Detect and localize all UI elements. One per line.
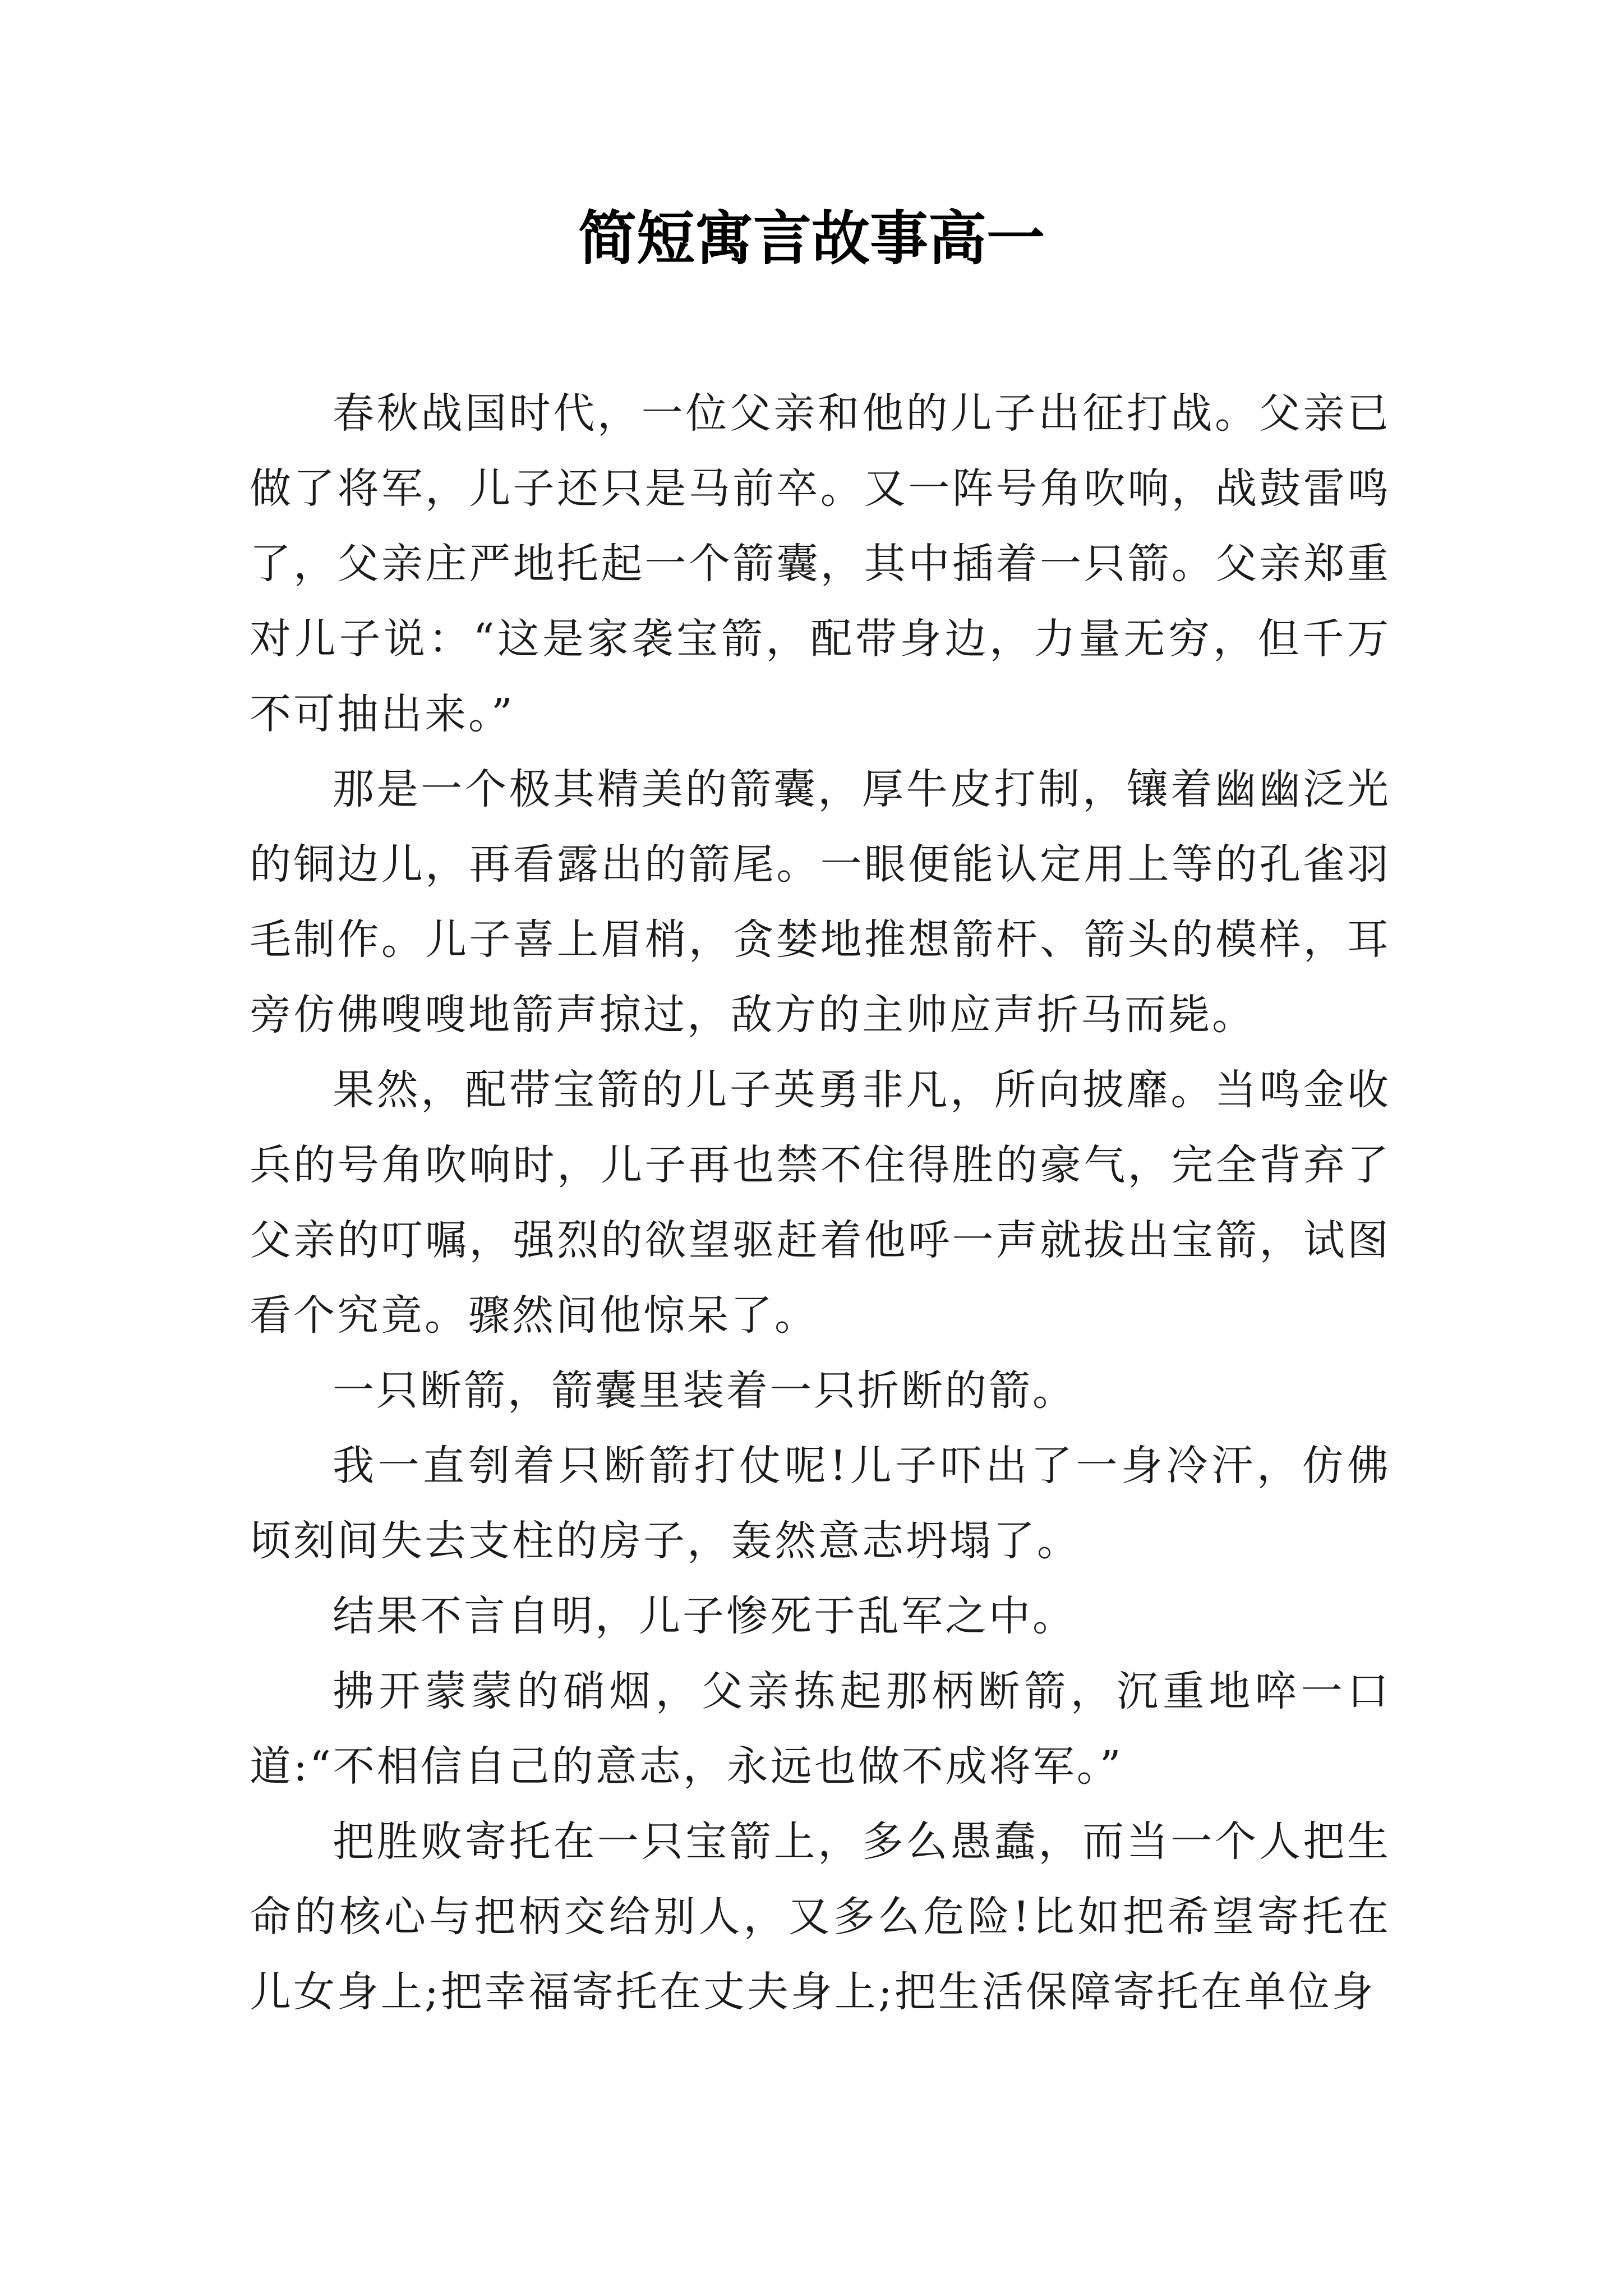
paragraph: 一只断箭，箭囊里装着一只折断的箭。	[333, 1366, 1076, 1415]
document-body	[250, 376, 1391, 2030]
paragraph: 结果不言自明，儿子惨死于乱军之中。	[333, 1592, 1076, 1640]
paragraph: 拂开蒙蒙的硝烟，父亲拣起那柄断箭，沉重地啐一口道:“不相信自己的意志，永远也做不成将军。”	[250, 1667, 1391, 1791]
paragraph: 我一直刳着只断箭打仗呢!儿子吓出了一身冷汗，仿佛顷刻间失去支柱的房子，轰然意志坍塌了。	[250, 1442, 1391, 1565]
document-title: 简短寓言故事高一	[578, 204, 1045, 273]
paragraph: 那是一个极其精美的箭囊，厚牛皮打制，镶着幽幽泛光的铜边儿，再看露出的箭尾。一眼便能认定用上等的孔雀羽毛制作。儿子喜上眉梢，贪婪地推想箭杆、箭头的模样，耳旁仿佛嗖嗖地箭声掠过，敌方的主帅应声折马而毙。	[250, 765, 1391, 1039]
paragraph: 春秋战国时代，一位父亲和他的儿子出征打战。父亲已做了将军，儿子还只是马前卒。又一阵号角吹响，战鼓雷鸣了，父亲庄严地托起一个箭囊，其中插着一只箭。父亲郑重对儿子说：“这是家袭宝箭，配带身边，力量无穷，但千万不可抽出来。”	[250, 389, 1391, 738]
paragraph: 果然，配带宝箭的儿子英勇非凡，所向披靡。当鸣金收兵的号角吹响时，儿子再也禁不住得胜的豪气，完全背弃了父亲的叮嘱，强烈的欲望驱赶着他呼一声就拔出宝箭，试图看个究竟。骤然间他惊呆了。	[250, 1066, 1391, 1340]
paragraph: 把胜败寄托在一只宝箭上，多么愚蠢，而当一个人把生命的核心与把柄交给别人，又多么危险!比如把希望寄托在儿女身上;把幸福寄托在丈夫身上;把生活保障寄托在单位身	[250, 1818, 1391, 2016]
